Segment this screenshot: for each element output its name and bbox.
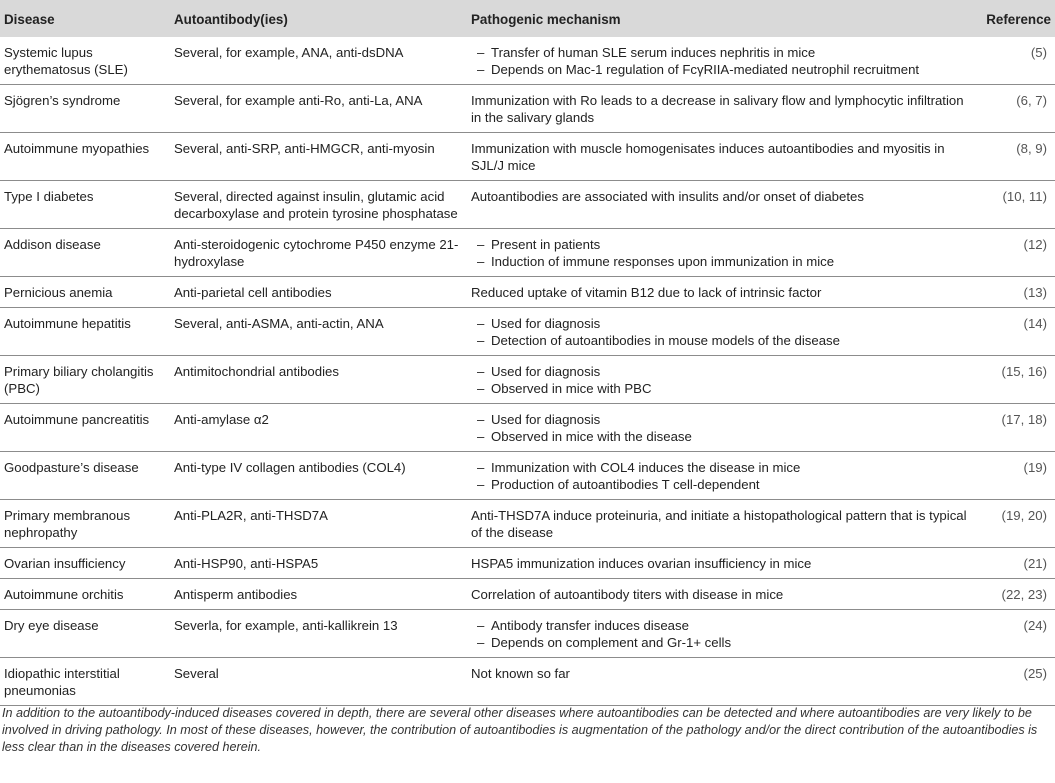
cell-disease: Type I diabetes [0,181,170,229]
cell-autoantibodies: Anti-HSP90, anti-HSPA5 [170,548,467,579]
cell-disease: Goodpasture’s disease [0,452,170,500]
cell-mechanism [467,85,974,133]
cell-reference: (22, 23) [974,579,1055,610]
mechanism-text: Correlation of autoantibody titers with disease in mice [471,587,784,602]
cell-autoantibodies: Several, for example anti-Ro, anti-La, ANA [170,85,467,133]
cell-autoantibodies: Several, anti-SRP, anti-HMGCR, anti-myosin [170,133,467,181]
cell-mechanism [467,610,974,658]
mechanism-list-item [471,411,970,428]
mechanism-text: Used for diagnosis [491,364,601,379]
header-reference: Reference [986,12,1051,27]
cell-disease: Autoimmune orchitis [0,579,170,610]
cell-disease: Autoimmune pancreatitis [0,404,170,452]
header-autoantibodies: Autoantibody(ies) [174,12,288,27]
bullet-dash: – [477,333,485,348]
cell-reference: (14) [974,308,1055,356]
bullet-dash: – [477,45,485,60]
cell-autoantibodies: Anti-parietal cell antibodies [170,277,467,308]
cell-disease: Systemic lupus erythematosus (SLE) [0,37,170,85]
cell-mechanism [467,277,974,308]
mechanism-list-item [471,459,970,476]
mechanism-text: Anti-THSD7A induce proteinuria, and initiate a histopathological pattern that is typical of the disease [471,508,967,540]
cell-autoantibodies: Antisperm antibodies [170,579,467,610]
bullet-dash: – [477,412,485,427]
mechanism-text: Immunization with Ro leads to a decrease in salivary flow and lymphocytic infiltration in the salivary glands [471,93,964,125]
mechanism-list-item [471,428,970,445]
cell-disease: Addison disease [0,229,170,277]
cell-mechanism [467,452,974,500]
cell-reference: (6, 7) [974,85,1055,133]
mechanism-text: Antibody transfer induces disease [491,618,689,633]
table-row [0,610,1055,658]
cell-reference: (12) [974,229,1055,277]
cell-disease: Primary membranous nephropathy [0,500,170,548]
cell-autoantibodies: Severla, for example, anti-kallikrein 13 [170,610,467,658]
cell-autoantibodies: Anti-steroidogenic cytochrome P450 enzyme 21-hydroxylase [170,229,467,277]
mechanism-text: Autoantibodies are associated with insulits and/or onset of diabetes [471,189,864,204]
cell-disease: Autoimmune hepatitis [0,308,170,356]
cell-mechanism [467,658,974,706]
mechanism-text: Detection of autoantibodies in mouse models of the disease [491,333,840,348]
cell-mechanism [467,579,974,610]
mechanism-text: Induction of immune responses upon immunization in mice [491,254,835,269]
cell-mechanism [467,548,974,579]
bullet-dash: – [477,62,485,77]
mechanism-text: Not known so far [471,666,570,681]
table-row [0,356,1055,404]
cell-reference: (8, 9) [974,133,1055,181]
bullet-dash: – [477,635,485,650]
bullet-dash: – [477,316,485,331]
mechanism-list-item [471,617,970,634]
cell-reference: (19, 20) [974,500,1055,548]
bullet-dash: – [477,364,485,379]
mechanism-list-item [471,236,970,253]
table-row [0,37,1055,85]
cell-mechanism [467,356,974,404]
cell-reference: (10, 11) [974,181,1055,229]
cell-disease: Sjögren’s syndrome [0,85,170,133]
mechanism-text: Used for diagnosis [491,316,601,331]
cell-mechanism [467,37,974,85]
table-row [0,181,1055,229]
cell-reference: (17, 18) [974,404,1055,452]
cell-disease: Autoimmune myopathies [0,133,170,181]
mechanism-list-item [471,363,970,380]
mechanism-text: Production of autoantibodies T cell-dependent [491,477,760,492]
table-row [0,548,1055,579]
mechanism-text: Observed in mice with PBC [491,381,652,396]
cell-mechanism [467,500,974,548]
bullet-dash: – [477,237,485,252]
cell-mechanism [467,181,974,229]
mechanism-list-item [471,476,970,493]
cell-autoantibodies: Several [170,658,467,706]
cell-mechanism [467,133,974,181]
cell-mechanism [467,229,974,277]
mechanism-text: Observed in mice with the disease [491,429,692,444]
cell-reference: (13) [974,277,1055,308]
cell-reference: (19) [974,452,1055,500]
mechanism-text: Transfer of human SLE serum induces nephritis in mice [491,45,816,60]
cell-reference: (21) [974,548,1055,579]
cell-disease: Idiopathic interstitial pneumonias [0,658,170,706]
table-body [0,37,1055,706]
cell-mechanism [467,404,974,452]
mechanism-text: HSPA5 immunization induces ovarian insufficiency in mice [471,556,812,571]
mechanism-list-item [471,380,970,397]
bullet-dash: – [477,381,485,396]
header-disease: Disease [4,12,55,27]
mechanism-list-item [471,315,970,332]
cell-autoantibodies: Anti-amylase α2 [170,404,467,452]
cell-reference: (5) [974,37,1055,85]
cell-reference: (24) [974,610,1055,658]
bullet-dash: – [477,460,485,475]
table-row [0,133,1055,181]
table-row [0,579,1055,610]
mechanism-list-item [471,61,970,78]
cell-autoantibodies: Anti-PLA2R, anti-THSD7A [170,500,467,548]
mechanism-list-item [471,44,970,61]
mechanism-text: Immunization with COL4 induces the disease in mice [491,460,801,475]
cell-autoantibodies: Several, directed against insulin, glutamic acid decarboxylase and protein tyrosine phosphatase [170,181,467,229]
cell-mechanism [467,308,974,356]
table-row [0,500,1055,548]
table-row [0,277,1055,308]
mechanism-text: Immunization with muscle homogenisates induces autoantibodies and myositis in SJL/J mice [471,141,945,173]
mechanism-text: Reduced uptake of vitamin B12 due to lack of intrinsic factor [471,285,822,300]
cell-disease: Pernicious anemia [0,277,170,308]
table-row [0,308,1055,356]
cell-autoantibodies: Several, for example, ANA, anti-dsDNA [170,37,467,85]
cell-autoantibodies: Antimitochondrial antibodies [170,356,467,404]
cell-disease: Primary biliary cholangitis (PBC) [0,356,170,404]
cell-reference: (15, 16) [974,356,1055,404]
table-row [0,404,1055,452]
header-mechanism: Pathogenic mechanism [471,12,621,27]
table-row [0,658,1055,706]
cell-autoantibodies: Several, anti-ASMA, anti-actin, ANA [170,308,467,356]
cell-disease: Dry eye disease [0,610,170,658]
mechanism-list-item [471,253,970,270]
mechanism-text: Present in patients [491,237,601,252]
mechanism-text: Depends on complement and Gr-1+ cells [491,635,732,650]
table-row [0,85,1055,133]
mechanism-list-item [471,332,970,349]
table-row [0,452,1055,500]
table-header-row [0,0,1055,37]
table-row [0,229,1055,277]
bullet-dash: – [477,254,485,269]
bullet-dash: – [477,429,485,444]
bullet-dash: – [477,618,485,633]
cell-disease: Ovarian insufficiency [0,548,170,579]
cell-reference: (25) [974,658,1055,706]
cell-autoantibodies: Anti-type IV collagen antibodies (COL4) [170,452,467,500]
bullet-dash: – [477,477,485,492]
mechanism-text: Depends on Mac-1 regulation of FcγRIIA-mediated neutrophil recruitment [491,62,920,77]
table-footnote: In addition to the autoantibody-induced diseases covered in depth, there are several other diseases where autoantibodies can be detected and where autoantibodies are very likely to be involved in driving pathology. In most of these diseases, however, the contribution of autoantibodies is augmentation of the pathology and/or the direct contribution of the autoantibodies is less clear than in the diseases covered herein. [2,706,1038,754]
mechanism-list-item [471,634,970,651]
mechanism-text: Used for diagnosis [491,412,601,427]
